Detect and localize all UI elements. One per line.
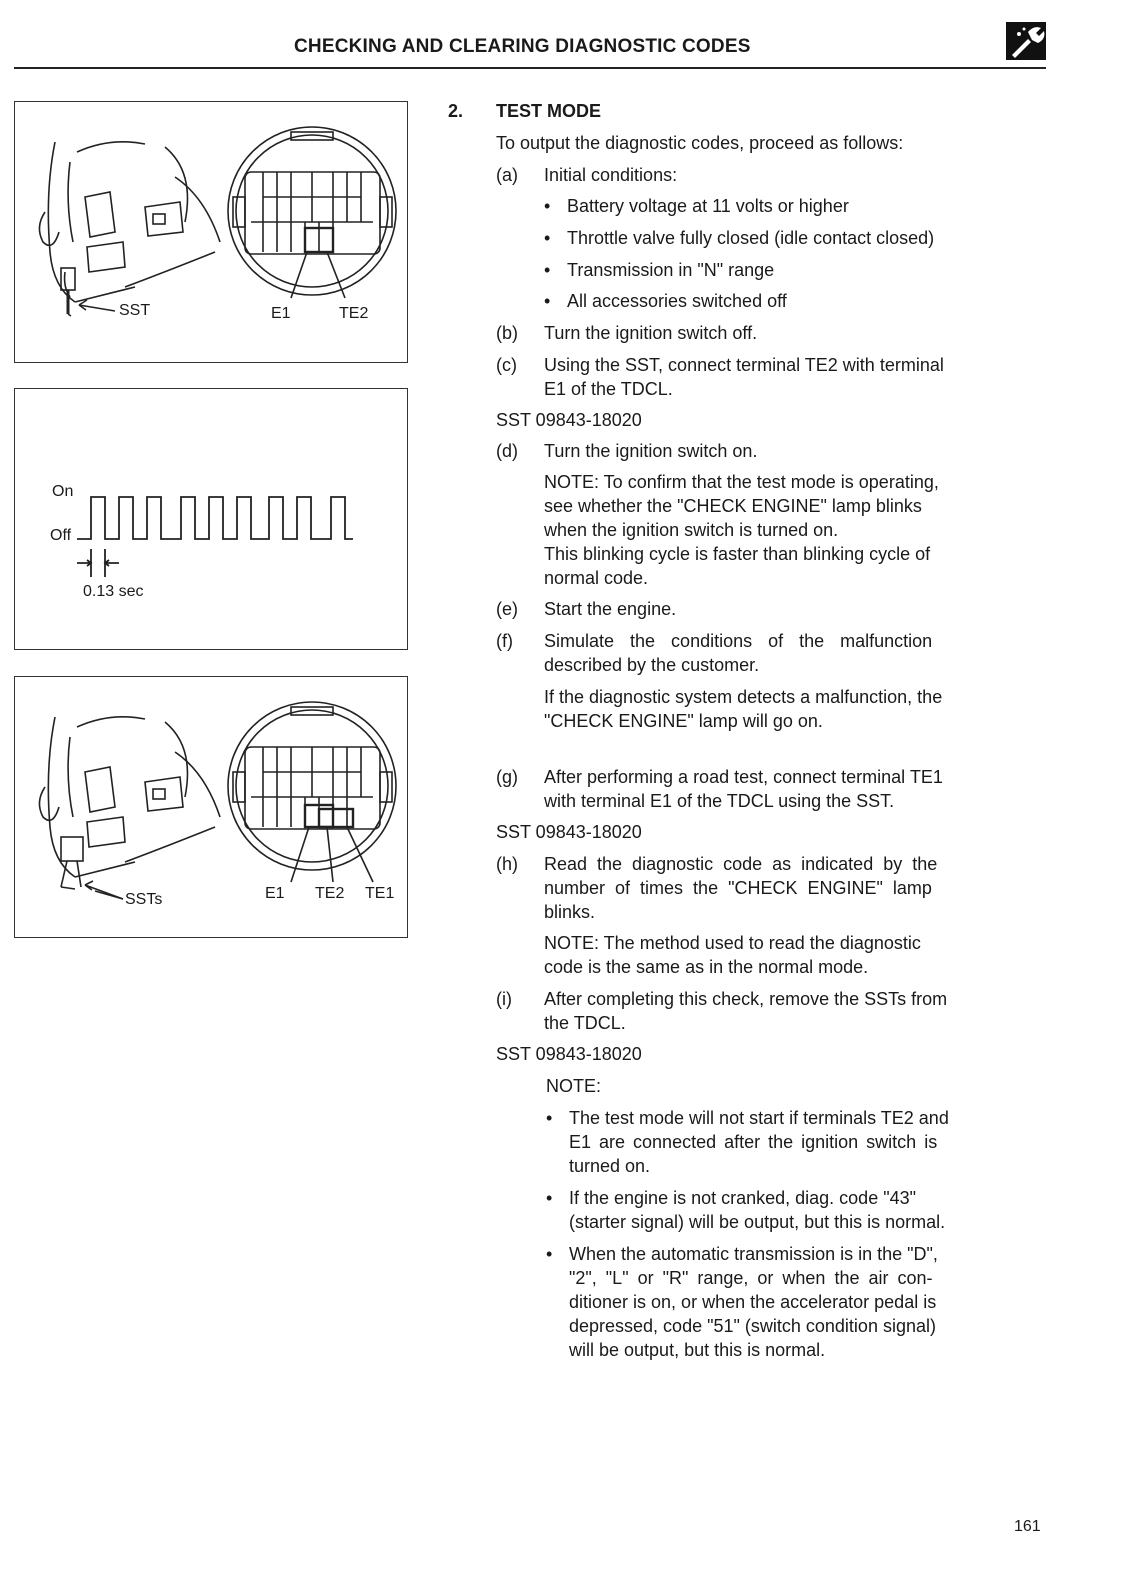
note-line: This blinking cycle is faster than blinking cycle of [544, 544, 931, 564]
step-g-line: After performing a road test, connect terminal TE1 [544, 767, 943, 787]
note-line: NOTE: To confirm that the test mode is operating, [544, 472, 939, 492]
note-line: when the ignition switch is turned on. [544, 520, 839, 540]
step-marker: (h) [496, 854, 518, 874]
repair-tool-icon [1006, 22, 1046, 60]
sst-part-number: SST 09843-18020 [496, 410, 642, 430]
figure-waveform [14, 388, 408, 650]
note-line: normal code. [544, 568, 649, 588]
bullet-line: If the engine is not cranked, diag. code "43" [569, 1188, 917, 1208]
step-marker: (b) [496, 323, 518, 343]
bullet-line: turned on. [569, 1156, 651, 1176]
step-marker: (d) [496, 441, 518, 461]
bullet-item: Battery voltage at 11 volts or higher [567, 196, 849, 216]
step-f-line: described by the customer. [544, 655, 760, 675]
bullet-line: When the automatic transmission is in the "D", [569, 1244, 938, 1264]
bullet-dot: • [544, 228, 551, 248]
bullet-dot: • [546, 1188, 553, 1208]
bullet-item: Throttle valve fully closed (idle contact closed) [567, 228, 935, 248]
bullet-line: E1 are connected after the ignition switch is [569, 1132, 938, 1152]
bullet-line: "2", "L" or "R" range, or when the air con- [569, 1268, 933, 1288]
step-g-line: with terminal E1 of the TDCL using the SST. [544, 791, 895, 811]
bullet-line: ditioner is on, or when the accelerator pedal is [569, 1292, 937, 1312]
te1-label: TE1 [365, 885, 395, 902]
te2-label: TE2 [315, 885, 345, 902]
section-title: TEST MODE [496, 101, 602, 121]
step-marker: (i) [496, 989, 512, 1009]
step-d-text: Turn the ignition switch on. [544, 441, 758, 461]
step-h-line: blinks. [544, 902, 596, 922]
note-line: NOTE: The method used to read the diagnostic [544, 933, 921, 953]
sst-label: SST [119, 302, 151, 319]
bullet-dot: • [544, 196, 551, 216]
step-a-text: Initial conditions: [544, 165, 678, 185]
step-marker: (f) [496, 631, 513, 651]
bullet-dot: • [546, 1108, 553, 1128]
bullet-dot: • [544, 291, 551, 311]
page-header-title: CHECKING AND CLEARING DIAGNOSTIC CODES [294, 36, 751, 57]
ssts-label: SSTs [125, 891, 163, 908]
paragraph-line: If the diagnostic system detects a malfunction, the [544, 687, 943, 707]
sst-part-number: SST 09843-18020 [496, 1044, 642, 1064]
note-label: NOTE: [546, 1076, 602, 1096]
step-marker: (a) [496, 165, 518, 185]
step-i-line: After completing this check, remove the SSTs from [544, 989, 948, 1009]
paragraph-line: "CHECK ENGINE" lamp will go on. [544, 711, 823, 731]
figure-tdcl-sst [14, 101, 408, 363]
step-c-line: E1 of the TDCL. [544, 379, 673, 399]
step-marker: (c) [496, 355, 517, 375]
step-marker: (g) [496, 767, 518, 787]
step-i-line: the TDCL. [544, 1013, 626, 1033]
step-f-line: Simulate the conditions of the malfunction [544, 631, 933, 651]
figure-tdcl-ssts [14, 676, 408, 938]
step-h-line: Read the diagnostic code as indicated by the [544, 854, 938, 874]
page-number: 161 [1014, 1518, 1041, 1535]
step-b-text: Turn the ignition switch off. [544, 323, 758, 343]
section-number: 2. [448, 101, 464, 121]
bullet-line: depressed, code "51" (switch condition signal) [569, 1316, 936, 1336]
e1-label: E1 [271, 305, 291, 322]
off-label: Off [50, 527, 72, 544]
header-rule [14, 67, 1046, 69]
bullet-item: Transmission in "N" range [567, 260, 775, 280]
bullet-line: (starter signal) will be output, but this is normal. [569, 1212, 946, 1232]
bullet-line: The test mode will not start if terminals TE2 and [569, 1108, 949, 1128]
section-intro: To output the diagnostic codes, proceed as follows: [496, 133, 904, 153]
bullet-line: will be output, but this is normal. [569, 1340, 826, 1360]
e1-label: E1 [265, 885, 285, 902]
te2-label: TE2 [339, 305, 369, 322]
step-marker: (e) [496, 599, 518, 619]
note-line: code is the same as in the normal mode. [544, 957, 869, 977]
note-line: see whether the "CHECK ENGINE" lamp blinks [544, 496, 922, 516]
step-h-line: number of times the "CHECK ENGINE" lamp [544, 878, 932, 898]
period-label: 0.13 sec [83, 583, 144, 600]
step-c-line: Using the SST, connect terminal TE2 with terminal [544, 355, 944, 375]
bullet-dot: • [544, 260, 551, 280]
bullet-dot: • [546, 1244, 553, 1264]
step-e-text: Start the engine. [544, 599, 677, 619]
bullet-item: All accessories switched off [567, 291, 787, 311]
sst-part-number: SST 09843-18020 [496, 822, 642, 842]
on-label: On [52, 483, 74, 500]
